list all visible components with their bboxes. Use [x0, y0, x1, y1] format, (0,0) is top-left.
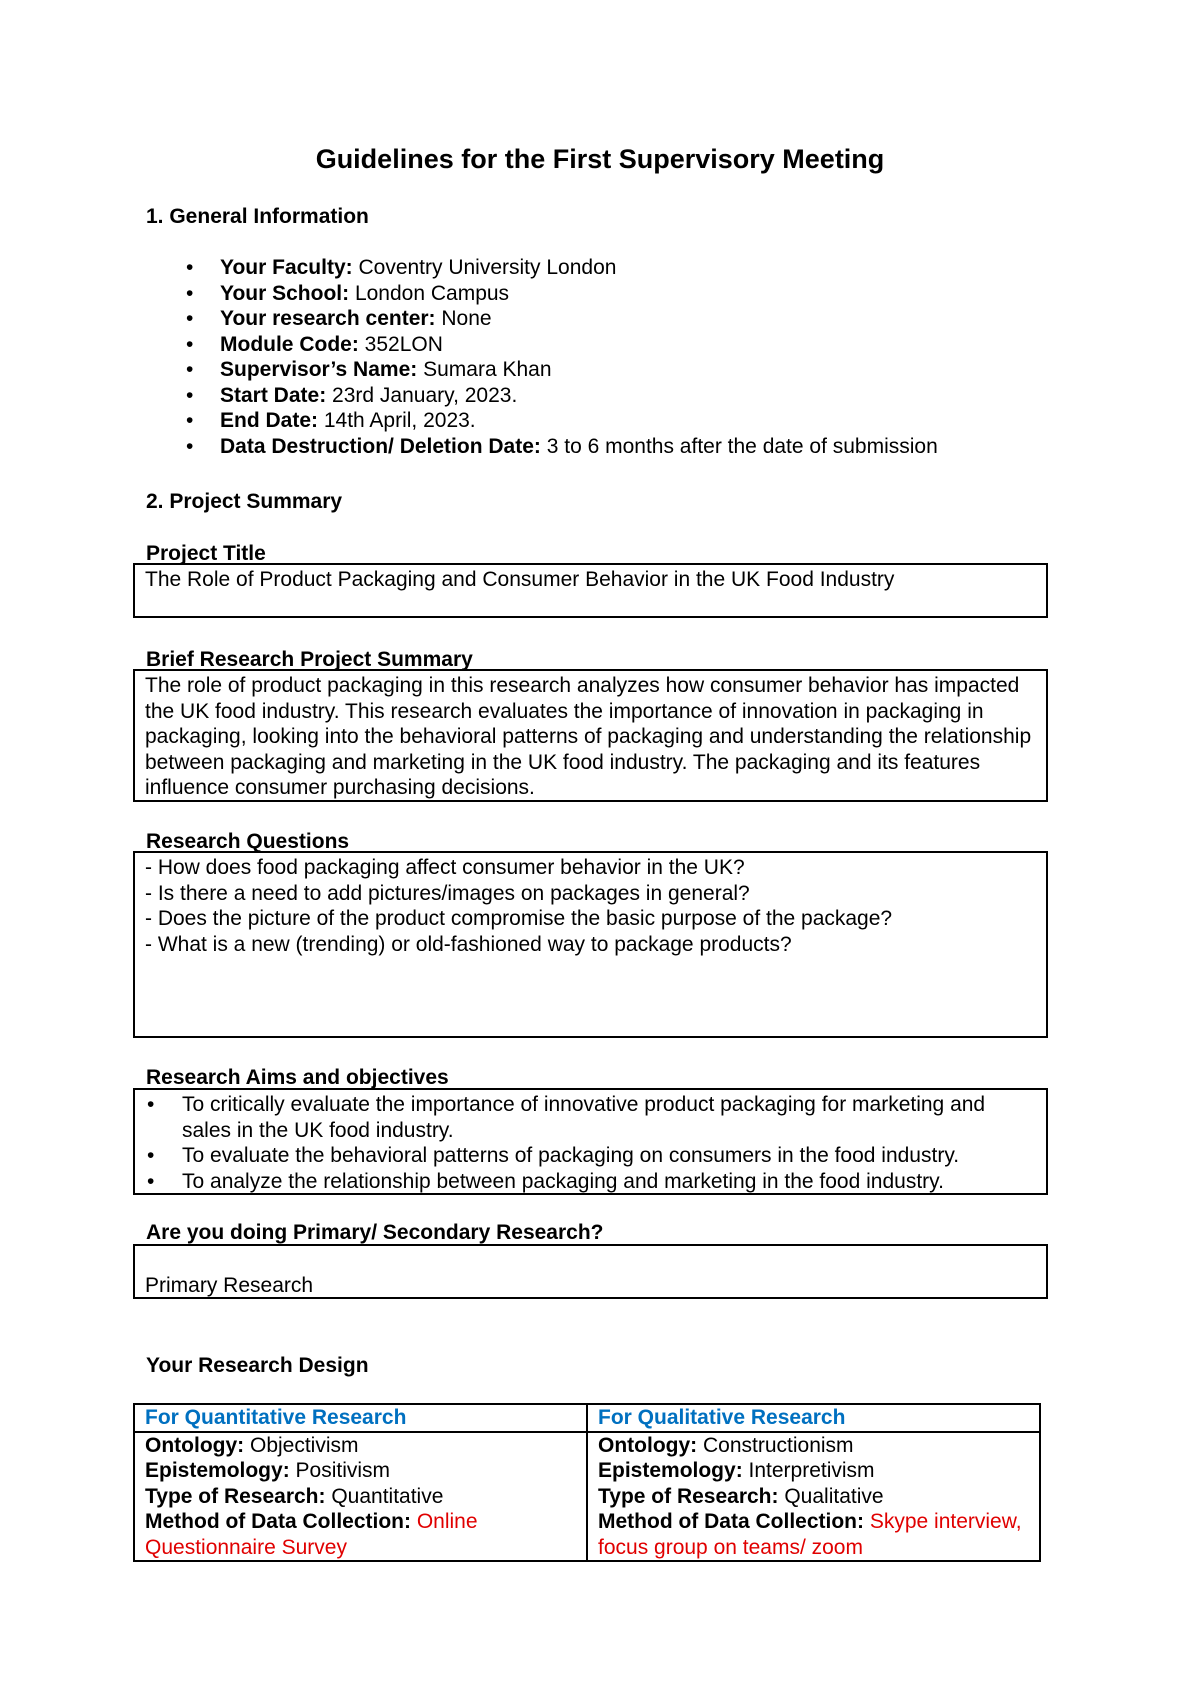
list-item: • Your research center: None [146, 306, 938, 332]
page-title: Guidelines for the First Supervisory Meeting [315, 144, 885, 174]
list-item: - How does food packaging affect consumer behavior in the UK? [145, 856, 745, 879]
research-design-label: Your Research Design [146, 1354, 369, 1377]
list-item: • Supervisor’s Name: Sumara Khan [146, 357, 938, 383]
table-row [134, 1432, 1040, 1562]
list-item: • Module Code: 352LON [146, 332, 938, 358]
list-item: - Is there a need to add pictures/images on packages in general? [145, 881, 750, 905]
aims-box [133, 1088, 1048, 1195]
table-row [134, 1404, 1040, 1432]
list-item: • To evaluate the behavioral patterns of packaging on consumers in the food industry. [145, 1143, 1036, 1169]
list-item: • Start Date: 23rd January, 2023. [146, 383, 938, 409]
list-item: - What is a new (trending) or old-fashioned way to package products? [145, 932, 792, 956]
research-questions-box [133, 851, 1048, 1038]
list-item: • Your Faculty: Coventry University London [146, 255, 938, 281]
brief-summary-text: The role of product packaging in this research analyzes how consumer behavior has impacted the UK food industry. This research evaluates the importance of innovation in packaging in packaging, looking into the behavioral patterns of packaging and understanding the relationship between packaging and marketing in the UK food industry. The packaging and its features influence consumer purchasing decisions. [145, 674, 1032, 799]
research-questions-label: Research Questions [146, 830, 350, 853]
general-info-heading: 1. General Information [146, 205, 369, 228]
list-item: • Your School: London Campus [146, 281, 938, 307]
research-type-box [133, 1244, 1048, 1299]
research-design-table [133, 1403, 1041, 1562]
project-summary-heading: 2. Project Summary [146, 490, 343, 513]
list-item: • Data Destruction/ Deletion Date: 3 to 6 months after the date of submission [146, 434, 938, 460]
aims-label: Research Aims and objectives [146, 1066, 449, 1089]
list-item: • To analyze the relationship between packaging and marketing in the food industry. [145, 1169, 1036, 1195]
list-item: • To critically evaluate the importance of innovative product packaging for marketing and sales in the UK food industry. [145, 1092, 1036, 1143]
list-item: - Does the picture of the product compromise the basic purpose of the package? [145, 907, 893, 930]
project-title-label: Project Title [146, 542, 266, 565]
quant-cell: Ontology: Objectivism Epistemology: Positivism Type of Research: Quantitative Method of Data Collection: Online Questionnaire Survey [134, 1432, 587, 1562]
qual-cell: Ontology: Constructionism Epistemology: Interpretivism Type of Research: Qualitative Method of Data Collection: Skype interview, focus group on teams/ zoom [587, 1432, 1040, 1562]
qual-header: For Qualitative Research [587, 1404, 1040, 1432]
brief-summary-box [133, 669, 1048, 802]
project-title-box [133, 563, 1048, 618]
list-item: • End Date: 14th April, 2023. [146, 408, 938, 434]
aims-list [145, 1092, 1036, 1194]
brief-summary-label: Brief Research Project Summary [146, 648, 473, 671]
general-info-list [146, 255, 938, 459]
project-title-text: The Role of Product Packaging and Consumer Behavior in the UK Food Industry [145, 568, 895, 591]
quant-header: For Quantitative Research [134, 1404, 587, 1432]
research-type-label: Are you doing Primary/ Secondary Research? [146, 1221, 604, 1244]
research-type-text: Primary Research [145, 1274, 314, 1297]
